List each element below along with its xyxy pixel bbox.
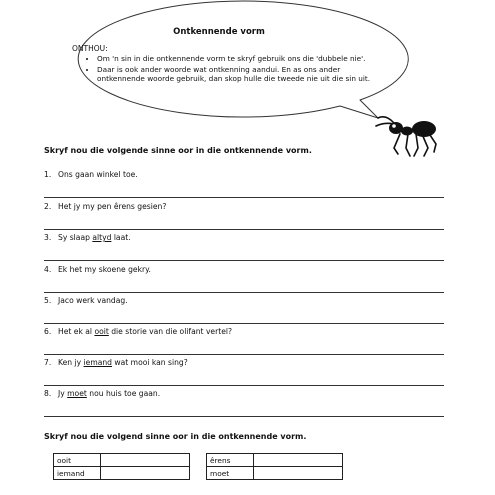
sentence-number: 3. (44, 233, 52, 242)
sentence-number: 8. (44, 389, 52, 398)
section-1-heading: Skryf nou die volgende sinne oor in die ontkennende vorm. (44, 146, 312, 155)
sentence-item (44, 389, 160, 398)
answer-line (44, 260, 444, 261)
sentence-text: Ek het my skoene gekry. (58, 265, 151, 274)
answer-cell[interactable] (101, 454, 190, 467)
sentence-text: laat. (111, 233, 131, 242)
reminder-point: • Daar is ook ander woorde wat ontkenning aandui. En as ons ander ontkennende woorde gebruik, dan skop hulle die tweede nie uit die sin uit. (97, 65, 375, 84)
sentence-text: nou huis toe gaan. (86, 389, 161, 398)
sentence-number: 6. (44, 327, 52, 336)
answer-cell[interactable] (254, 467, 343, 480)
answer-line (44, 354, 444, 355)
sentence-item (44, 202, 166, 211)
sentence-number: 2. (44, 202, 52, 211)
table-row (54, 467, 343, 480)
table-row (54, 454, 343, 467)
sentence-text: Ons gaan winkel toe. (58, 170, 138, 179)
word-table (53, 453, 343, 480)
sentence-number: 5. (44, 296, 52, 305)
ant-illustration (372, 112, 444, 160)
answer-cell[interactable] (254, 454, 343, 467)
sentence-text: wat mooi kan sing? (112, 358, 188, 367)
table-gap (190, 454, 207, 467)
sentence-text: Het ek al (58, 327, 95, 336)
section-2-heading: Skryf nou die volgend sinne oor in die ontkennende vorm. (44, 432, 307, 441)
answer-line (44, 229, 444, 230)
answer-line (44, 323, 444, 324)
underlined-word: ooit (94, 327, 109, 336)
reminder-point: • Om 'n sin in die ontkennende vorm te skryf gebruik ons die 'dubbele nie'. (97, 54, 375, 64)
word-cell: ooit (54, 454, 101, 467)
sentence-text: Het jy my pen êrens gesien? (58, 202, 167, 211)
sentence-number: 1. (44, 170, 52, 179)
sentence-item (44, 296, 128, 305)
answer-cell[interactable] (101, 467, 190, 480)
answer-line (44, 197, 444, 198)
answer-line (44, 292, 444, 293)
bubble-title: Ontkennende vorm (173, 27, 265, 37)
sentence-text: Jy (58, 389, 68, 398)
sentence-number: 4. (44, 265, 52, 274)
sentence-text: Ken jy (58, 358, 84, 367)
word-cell: êrens (207, 454, 254, 467)
sentence-item (44, 170, 138, 179)
sentence-text: die storie van die olifant vertel? (108, 327, 233, 336)
sentence-text: Sy slaap (58, 233, 93, 242)
sentence-item (44, 233, 131, 242)
answer-line (44, 416, 444, 417)
word-cell: iemand (54, 467, 101, 480)
word-cell: moet (207, 467, 254, 480)
sentence-number: 7. (44, 358, 52, 367)
answer-line (44, 385, 444, 386)
sentence-item (44, 358, 188, 367)
bubble-lead: ONTHOU: (72, 44, 108, 53)
sentence-text: Jaco werk vandag. (58, 296, 128, 305)
sentence-item (44, 265, 151, 274)
underlined-word: moet (67, 389, 87, 398)
underlined-word: altyd (92, 233, 112, 242)
sentence-item (44, 327, 232, 336)
reminder-list (86, 54, 375, 85)
underlined-word: iemand (83, 358, 112, 367)
table-gap (190, 467, 207, 480)
